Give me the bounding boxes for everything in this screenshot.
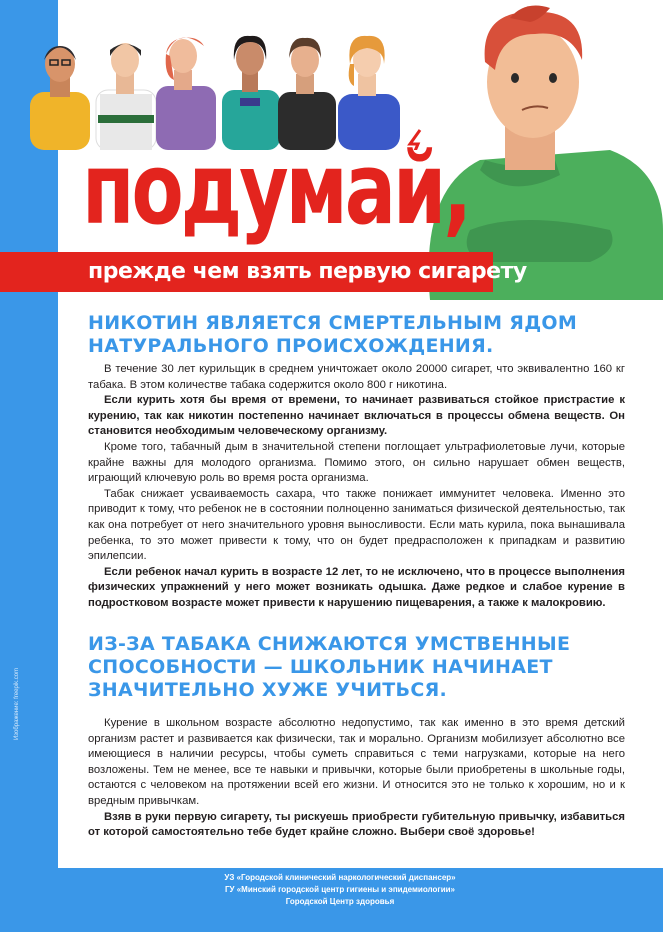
paragraph: Курение в школьном возрасте абсолютно недопустимо, так как именно в это время детский организм растет и развивается как физически, так и морально. Организм мобилизует абсолютно все имеющиеся в наличии ресурсы, чтобы суметь справиться с теми нагрузками, которые на него возложены. Тем не менее, все те навыки и привычки, которые были приобретены в школьные годы, остаются с человеком на протяжении всей его жизни. И относится это не только к хорошим, но и к вредным привычкам. bbox=[88, 717, 625, 807]
main-title: подумай, bbox=[82, 130, 470, 247]
section-2-body bbox=[88, 716, 625, 841]
section-1-heading: НИКОТИН ЯВЛЯЕТСЯ СМЕРТЕЛЬНЫМ ЯДОМ НАТУРАЛЬНОГО ПРОИСХОЖДЕНИЯ. bbox=[88, 312, 578, 357]
footer-line-1: УЗ «Городской клинический наркологический диспансер» bbox=[224, 873, 456, 882]
footer-line-2: ГУ «Минский городской центр гигиены и эпидемиологии» bbox=[224, 885, 456, 894]
paragraph: Табак снижает усваиваемость сахара, что также понижает иммунитет человека. Именно это приводит к тому, что ребенок не в состоянии полноценно заниматься физической деятельностью, так как она потребует от него значительного уровня выносливости. Если мать курила, пока вынашивала ребенка, то это может привести к тому, что он будет предрасположен к припадкам и развитию эпилепсии. bbox=[88, 487, 625, 563]
paragraph-bold: Если курить хотя бы время от времени, то начинает развиваться стойкое пристрастие к курению, так как никотин постепенно начинает включаться в процессы обмена веществ. Он становится необходимым человеческому организму. bbox=[88, 394, 625, 438]
section-2-heading: ИЗ-ЗА ТАБАКА СНИЖАЮТСЯ УМСТВЕННЫЕ СПОСОБНОСТИ — ШКОЛЬНИК НАЧИНАЕТ ЗНАЧИТЕЛЬНО ХУЖЕ УЧИТЬСЯ. bbox=[88, 633, 571, 701]
footer-organizations bbox=[160, 872, 520, 908]
footer-line-3: Городской Центр здоровья bbox=[285, 897, 395, 906]
image-credit: Изображение: freepik.com bbox=[14, 667, 20, 740]
paragraph-bold: Если ребенок начал курить в возрасте 12 лет, то не исключено, что в процессе выполнения физических упражнений у него может возникать одышка. Даже редкое и слабое курение в подростковом возрасте может привести к нарушению пищеварения, а также к малокровию. bbox=[88, 565, 625, 609]
teen-1 bbox=[30, 46, 90, 150]
subtitle: прежде чем взять первую сигарету bbox=[88, 259, 527, 284]
paragraph-bold: Взяв в руки первую сигарету, ты рискуешь приобрести губительную привычку, избавиться от которой самостоятельно тебе будет крайне сложно. Выбери своё здоровье! bbox=[88, 810, 625, 839]
section-1-body bbox=[88, 362, 625, 612]
paragraph: Кроме того, табачный дым в значительной степени поглощает ультрафиолетовые лучи, которые крайне важны для молодого организма. Помимо этого, он сильно нарушает обмен веществ, играющий ключевую роль во время роста организма. bbox=[88, 440, 625, 485]
paragraph: В течение 30 лет курильщик в среднем уничтожает около 20000 сигарет, что эквивалентно 160 кг табака. В этом количестве табака содержится около 800 г никотина. bbox=[88, 363, 625, 391]
